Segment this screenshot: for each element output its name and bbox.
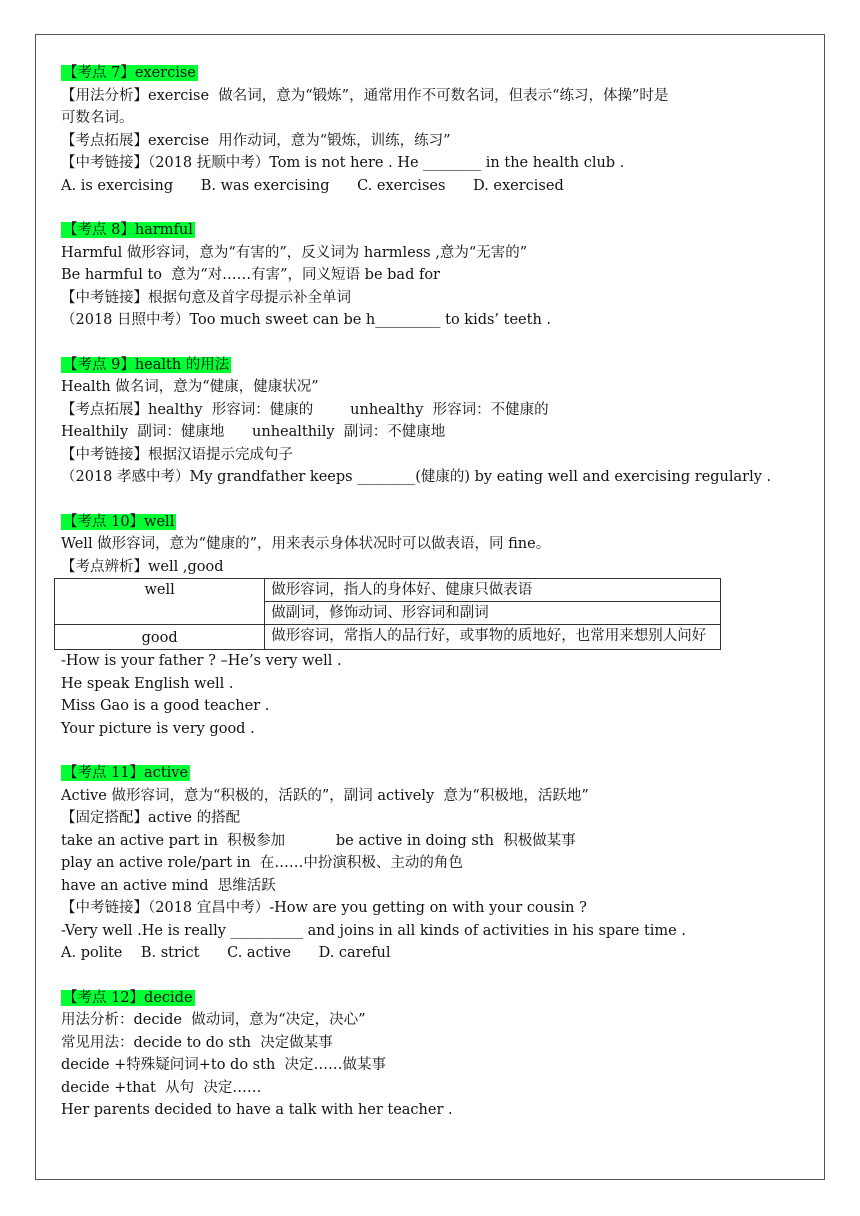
table-cell-meaning: 做形容词，指人的身体好、健康只做表语 [265,579,721,602]
text-line: 用法分析：decide 做动词，意为“决定，决心” [61,1012,366,1028]
text-line: take an active part in 积极参加 be active in doing sth 积极做某事 [61,832,576,849]
example-sentence: -How is your father ? –He’s very well . [61,653,342,669]
section-heading: 【考点 12】decide [63,989,193,1006]
section-heading: 【考点 7】exercise [63,65,196,81]
section-well [61,511,811,741]
example-sentence: Miss Gao is a good teacher . [61,698,270,714]
text-line: Healthily 副词：健康地 unhealthily 副词：不健康地 [61,424,446,440]
text-line: decide +that 从句 决定…… [61,1079,262,1096]
text-line: play an active role/part in 在……中扮演积极、主动的角色 [61,855,463,871]
text-line: 【考点辨析】well ,good [61,558,224,575]
section-harmful [61,219,811,332]
text-line: 【考点拓展】healthy 形容词：健康的 unhealthy 形容词：不健康的 [61,401,549,418]
example-sentence: He speak English well . [61,675,234,692]
text-line: 【中考链接】（2018 宜昌中考）-How are you getting on with your cousin ? [61,900,587,916]
text-line: 【中考链接】（2018 抚顺中考）Tom is not here . He ________ in the health club . [61,155,625,171]
text-line: 【考点拓展】exercise 用作动词，意为“锻炼，训练，练习” [61,132,451,149]
section-heading: 【考点 10】well [63,513,175,530]
text-line: 【中考链接】根据汉语提示完成句子 [61,446,293,463]
text-line: decide +特殊疑问词+to do sth 决定……做某事 [61,1057,387,1073]
text-line: -Very well .He is really __________ and joins in all kinds of activities in his spare time . [61,922,686,939]
text-line: 可数名词。 [61,110,134,126]
table-cell-word: well [55,579,265,625]
comparison-table [54,578,721,650]
text-line: （2018 孝感中考）My grandfather keeps ________(健康的) by eating well and exercising regularly . [61,469,772,485]
text-line: 【中考链接】根据句意及首字母提示补全单词 [61,289,351,306]
text-line: 【用法分析】exercise 做名词，意为“锻炼”，通常用作不可数名词，但表示“练习，体操”时是 [61,87,669,104]
text-line: have an active mind 思维活跃 [61,877,276,894]
section-exercise [61,62,811,197]
section-health [61,354,811,489]
table-cell-word: good [55,625,265,650]
text-line: 【固定搭配】active 的搭配 [61,810,241,826]
text-line: Well 做形容词，意为“健康的”，用来表示身体状况时可以做表语，同 fine。 [61,536,551,552]
document-body [61,62,811,1122]
section-heading: 【考点 11】active [63,765,189,781]
section-decide [61,987,811,1122]
table-row [55,579,721,602]
table-row [55,625,721,650]
text-line: Health 做名词，意为“健康，健康状况” [61,379,319,395]
text-line: Active 做形容词，意为“积极的，活跃的”，副词 actively 意为“积极地，活跃地” [61,787,589,804]
text-line: Be harmful to 意为“对……有害”，同义短语 be bad for [61,267,440,283]
text-line: Her parents decided to have a talk with her teacher . [61,1102,453,1118]
answer-options: A. is exercising B. was exercising C. exercises D. exercised [61,177,564,194]
table-cell-meaning: 做形容词，常指人的品行好，或事物的质地好，也常用来想别人问好 [265,625,721,650]
text-line: Harmful 做形容词，意为“有害的”，反义词为 harmless ,意为“无害的” [61,244,528,261]
section-heading: 【考点 8】harmful [63,222,193,238]
section-active [61,762,811,965]
table-cell-meaning: 做副词，修饰动词、形容词和副词 [265,602,721,625]
answer-options: A. polite B. strict C. active D. careful [61,945,391,961]
example-sentence: Your picture is very good . [61,720,255,737]
text-line: （2018 日照中考）Too much sweet can be h_________ to kids’ teeth . [61,312,552,328]
text-line: 常见用法：decide to do sth 决定做某事 [61,1034,333,1051]
section-heading: 【考点 9】health 的用法 [63,356,230,373]
